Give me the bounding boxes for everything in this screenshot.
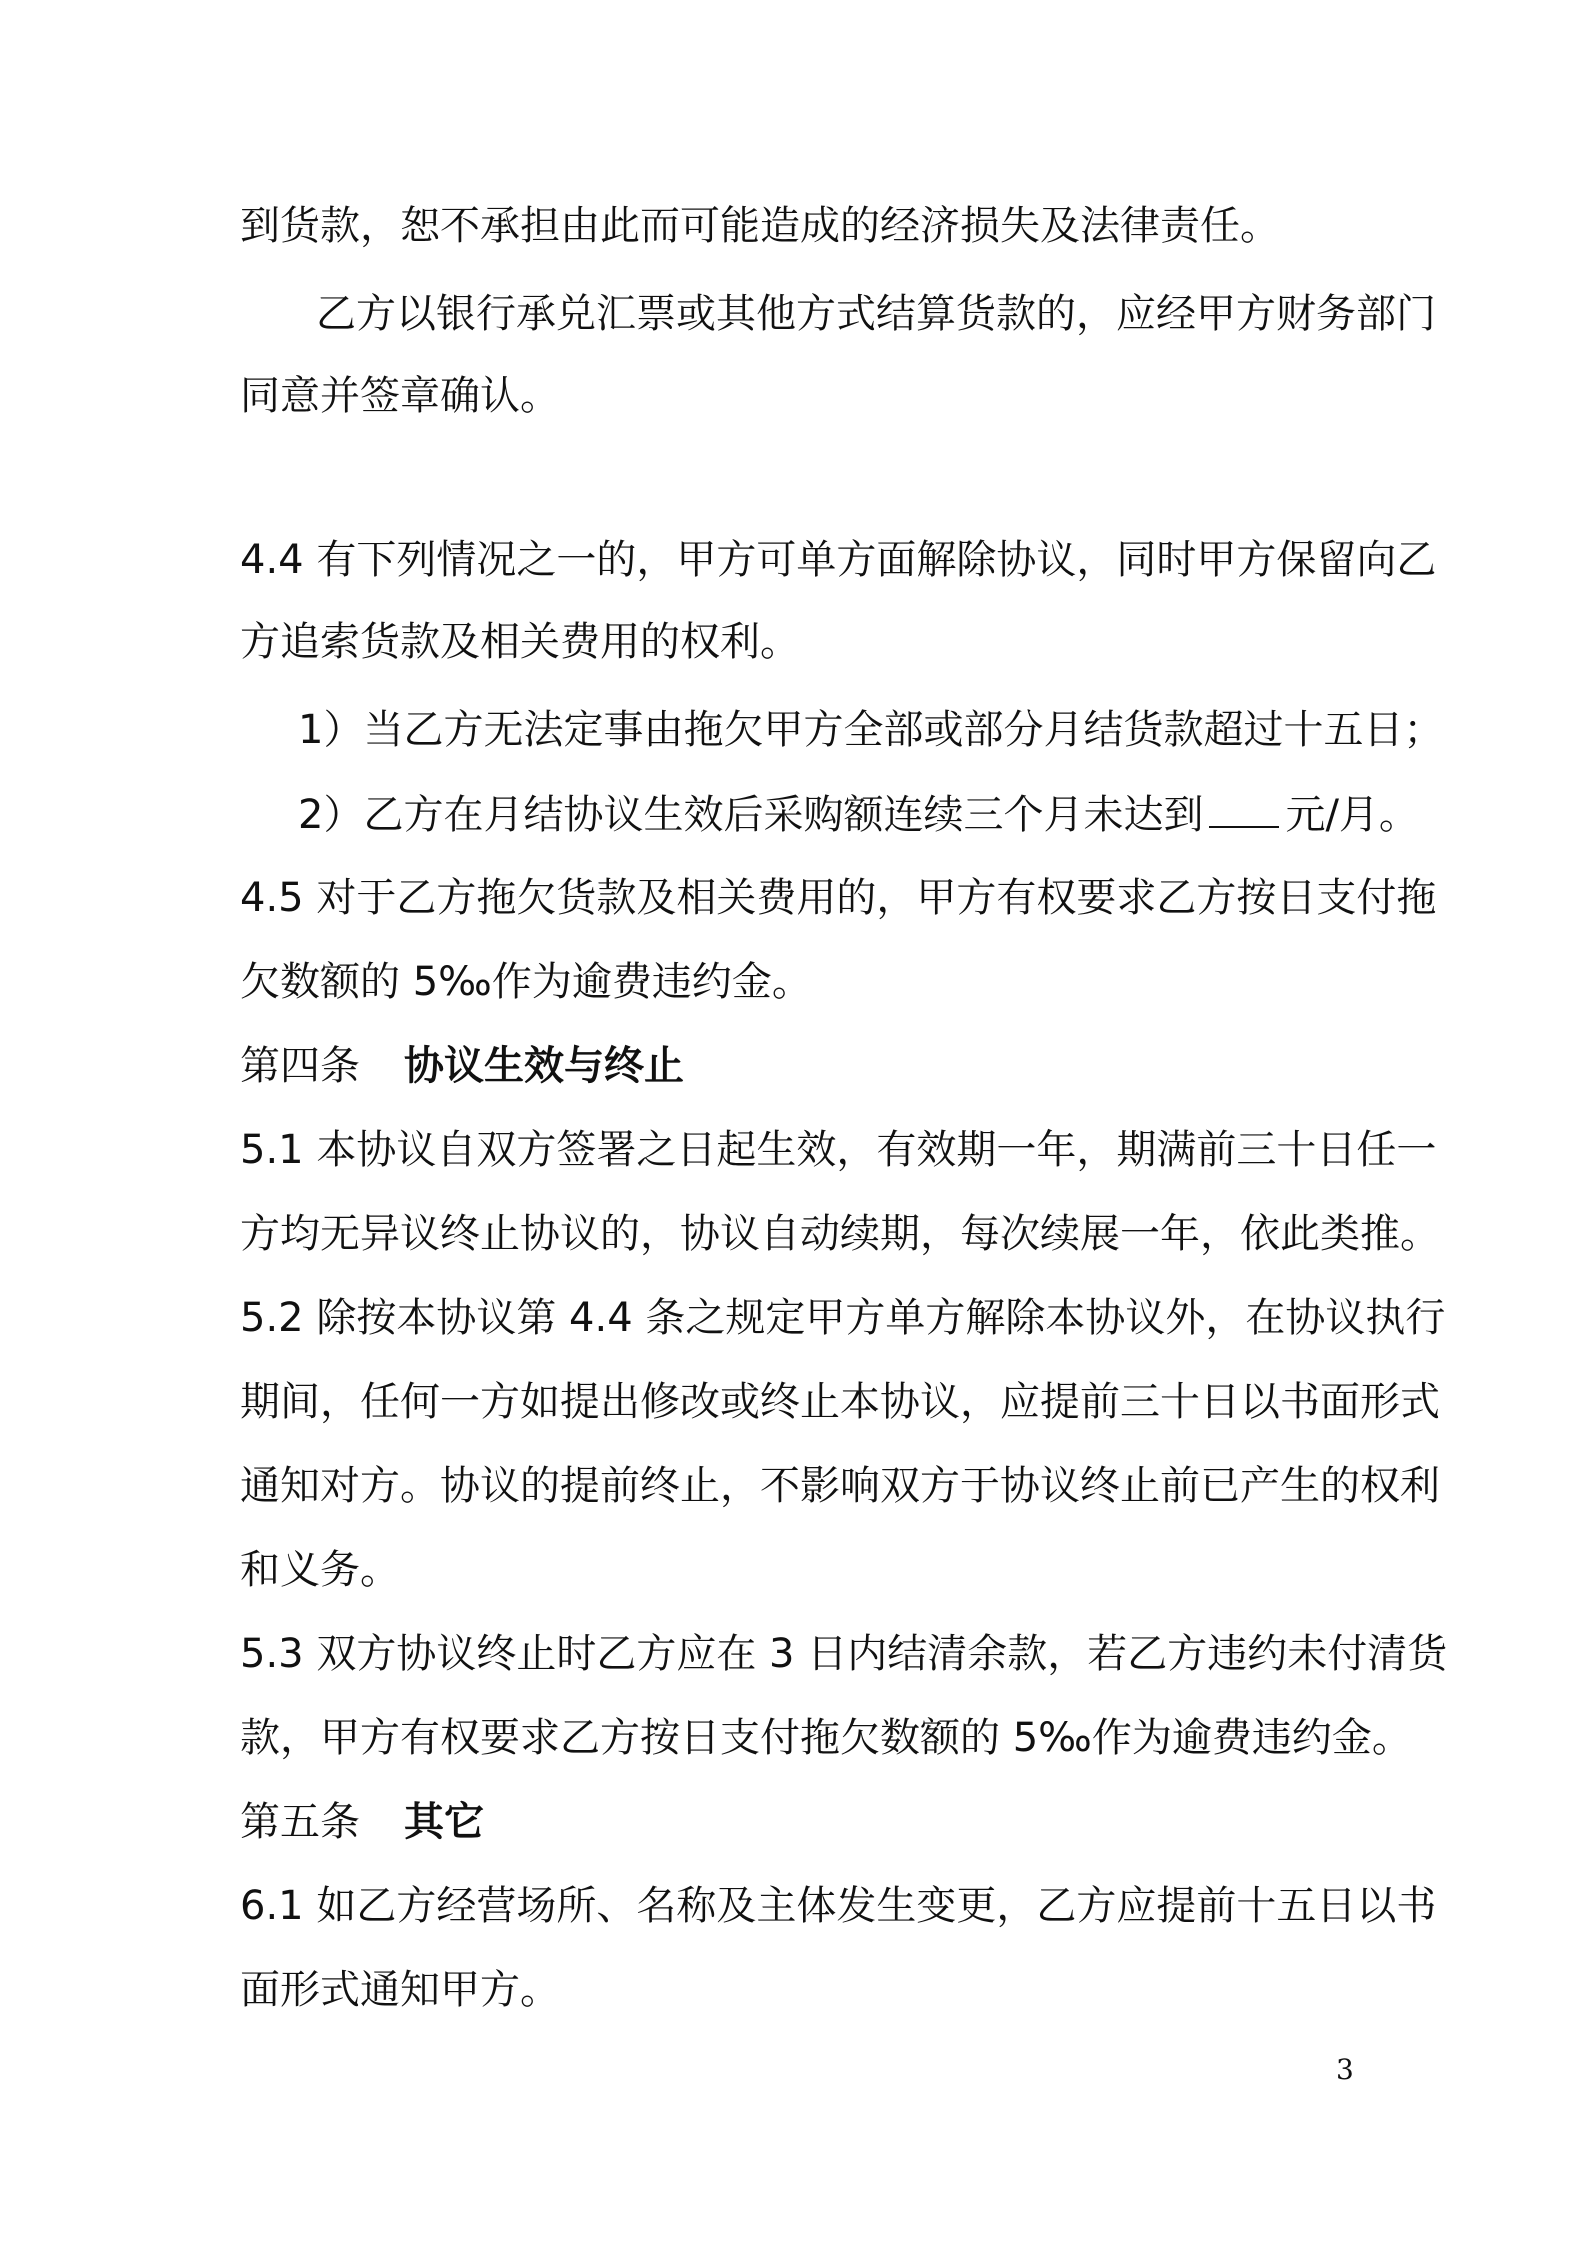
text-line: 和义务。 [240,1547,400,1593]
section-heading [240,1794,1360,1850]
section-heading-title: 其它 [404,1799,484,1845]
text-line: 乙方以银行承兑汇票或其他方式结算货款的，应经甲方财务部门 [316,291,1436,337]
text-line: 面形式通知甲方。 [240,1967,560,2013]
text-line: 方均无异议终止协议的，协议自动续期，每次续展一年，依此类推。 [240,1211,1440,1257]
page-number: 3 [1336,2053,1354,2086]
clause-5-2: 5.2 除按本协议第 4.4 条之规定甲方单方解除本协议外，在协议执行 [240,1295,1446,1341]
clause-4-4: 4.4 有下列情况之一的，甲方可单方面解除协议，同时甲方保留向乙 [240,537,1437,583]
clause-4-5: 4.5 对于乙方拖欠货款及相关费用的，甲方有权要求乙方按日支付拖 [240,875,1437,921]
section-heading-label: 第四条 [240,1043,360,1089]
section-heading-title: 协议生效与终止 [404,1043,684,1089]
clause-5-3: 5.3 双方协议终止时乙方应在 3 日内结清余款，若乙方违约未付清货 [240,1631,1448,1677]
section-heading [240,1038,1360,1094]
list-item-unit: 元/月。 [1285,792,1419,838]
clause-5-1: 5.1 本协议自双方签署之日起生效，有效期一年，期满前三十日任一 [240,1127,1437,1173]
section-heading-label: 第五条 [240,1799,360,1845]
fill-in-blank [1209,786,1279,828]
text-line: 期间，任何一方如提出修改或终止本协议，应提前三十日以书面形式 [240,1379,1440,1425]
text-line: 方追索货款及相关费用的权利。 [240,619,800,665]
text-line: 同意并签章确认。 [240,373,560,419]
text-line: 款，甲方有权要求乙方按日支付拖欠数额的 5‰作为逾费违约金。 [240,1715,1412,1761]
text-line: 欠数额的 5‰作为逾费违约金。 [240,959,812,1005]
list-item-text: 2）乙方在月结协议生效后采购额连续三个月未达到 [298,792,1204,838]
clause-6-1: 6.1 如乙方经营场所、名称及主体发生变更，乙方应提前十五日以书 [240,1883,1437,1929]
list-item [298,786,1419,843]
text-line: 到货款，恕不承担由此而可能造成的经济损失及法律责任。 [240,203,1280,249]
list-item: 1）当乙方无法定事由拖欠甲方全部或部分月结货款超过十五日； [298,707,1444,753]
text-line: 通知对方。协议的提前终止，不影响双方于协议终止前已产生的权利 [240,1463,1440,1509]
